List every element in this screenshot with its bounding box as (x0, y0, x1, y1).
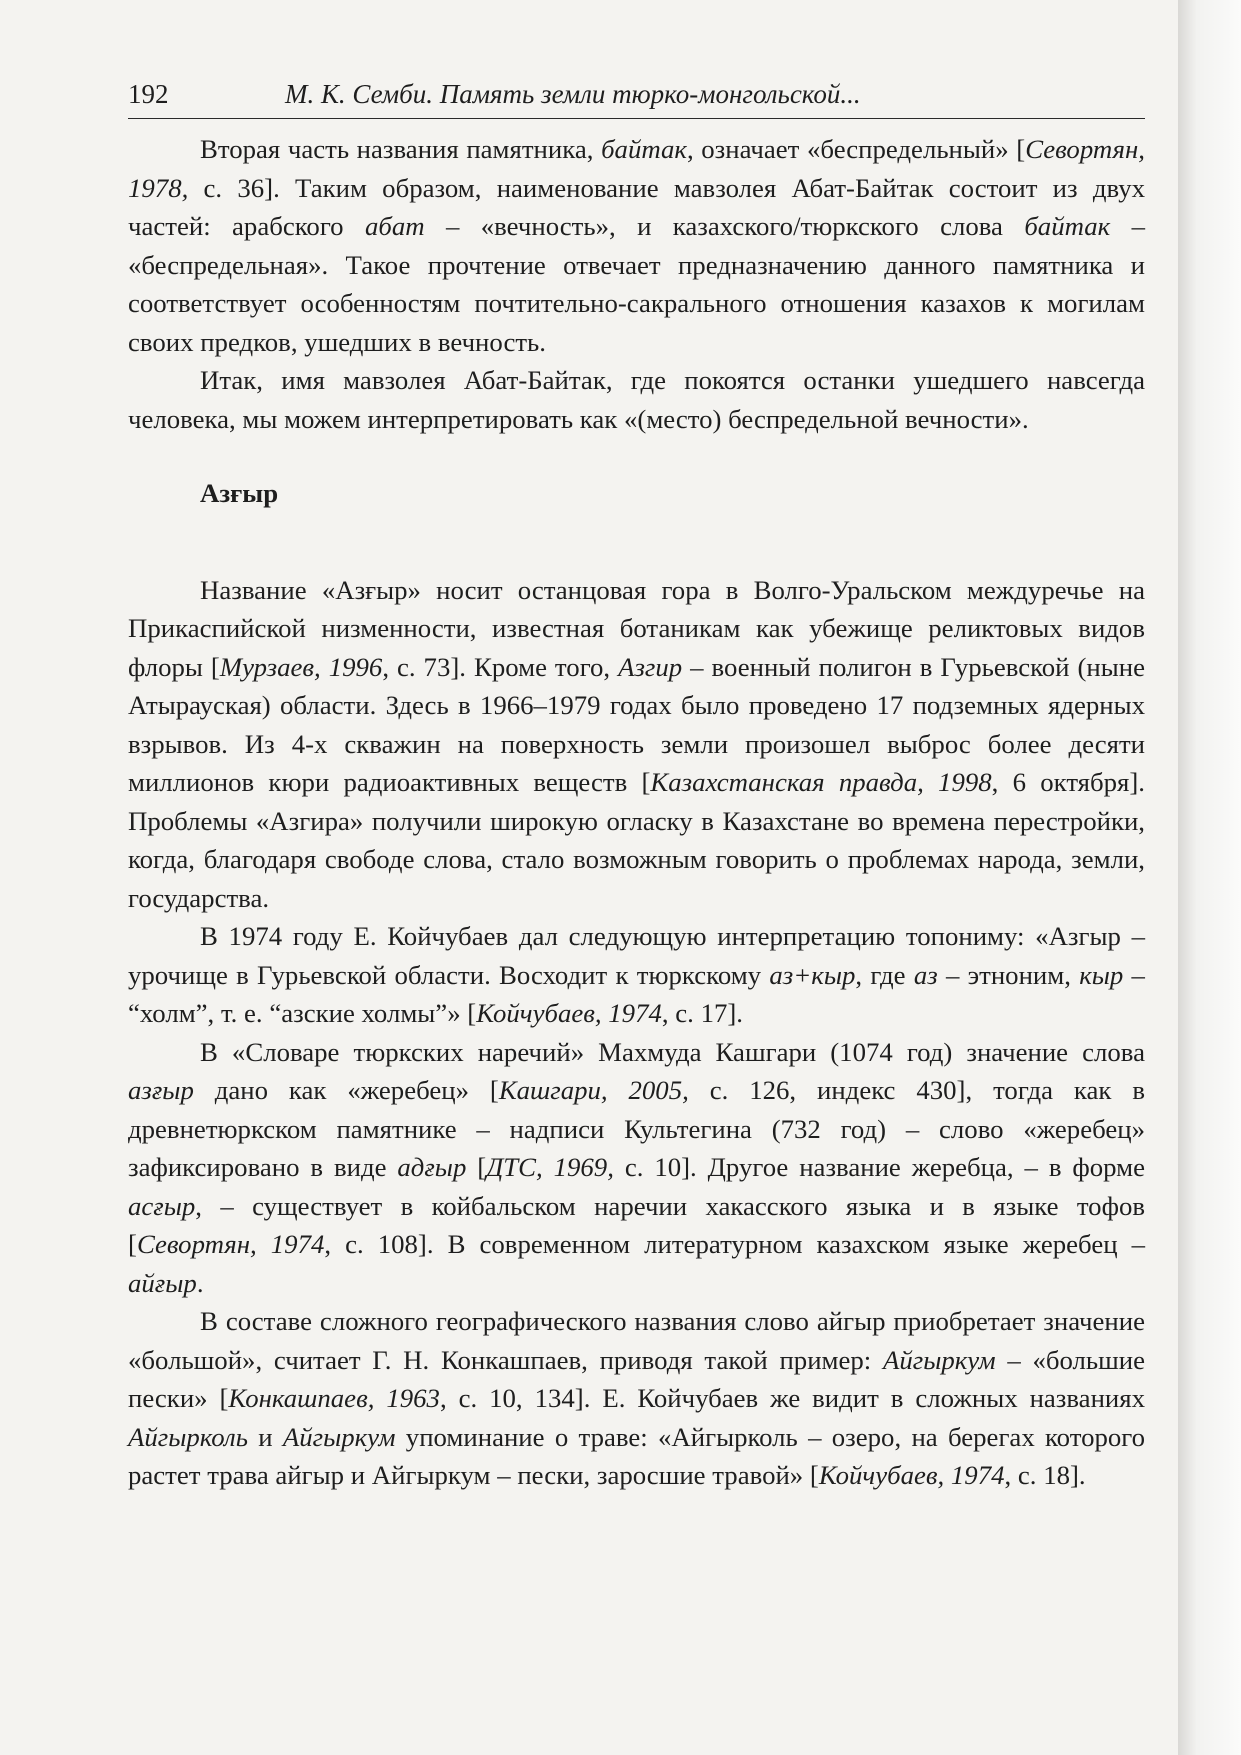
text-run: Вторая часть названия памятника, (200, 134, 602, 164)
text-run: . (196, 1267, 204, 1298)
italic-run: кыр (1079, 959, 1124, 990)
italic-run: Кашгари, 2005, (498, 1075, 689, 1105)
paragraph (128, 571, 1145, 918)
text-run: с. 36]. Таким образом, наименование мавзолея Абат-Байтак состоит из двух частей: арабского (128, 172, 1145, 241)
italic-run: ДТС, 1969, (486, 1152, 614, 1182)
text-run: – «большие пески» [ (128, 1344, 1145, 1413)
text-run: В составе сложного географического названия слово айгыр приобретает значение «большой», считает Г. Н. Конкашпаев, приводя такой пример: (128, 1306, 1145, 1375)
text-run: – «вечность», и казахского/тюркского слова (424, 211, 1025, 241)
text-run: , – существует в койбальском наречии хакасского языка и в языке тофов [ (128, 1190, 1145, 1259)
italic-run: Конкашпаев, 1963 (228, 1383, 440, 1413)
italic-run: аз (913, 959, 938, 990)
text-run: , где (855, 959, 914, 990)
body-text (128, 130, 1145, 1495)
italic-run: Севортян, 1978, (128, 134, 1145, 203)
text-run: упоминание о траве: «Айгырколь – озеро, на берегах которого растет трава айгыр и Айгыркум – пески, заросшие травой» [ (128, 1421, 1145, 1490)
text-run: В «Словаре тюркских наречий» Махмуда Кашгари (1074 год) значение слова (200, 1036, 1145, 1067)
paragraph (128, 130, 1145, 361)
italic-run: аз+кыр (769, 959, 856, 990)
text-run: [ (466, 1152, 487, 1182)
text-run: , означает «беспредельный» [ (686, 134, 1026, 164)
text-run: – «беспредельная». Такое прочтение отвечает предназначению данного памятника и соответствует особенностям почтительно-сакрального отношения казахов к могилам своих предков, ушедших в вечность. (128, 211, 1146, 357)
text-run: – военный полигон в Гурьевской (ныне Атырауская) области. Здесь в 1966–1979 годах было проведено 17 подземных ядерных взрывов. Из 4-х скважин на поверхность земли произошел выброс более десяти миллионов кюри радиоактивных веществ [ (128, 651, 1145, 797)
italic-run: Севортян, 1974 (136, 1229, 325, 1259)
text-run: , с. 18]. (1004, 1460, 1086, 1490)
italic-run: Азгир (618, 651, 683, 682)
text-run: , с. 10, 134]. Е. Койчубаев же видит в сложных названиях (439, 1383, 1145, 1413)
italic-run: Айгырколь (128, 1421, 248, 1452)
italic-run: байтак (601, 134, 687, 164)
page-edge-shadow (1178, 0, 1241, 1755)
running-header (128, 74, 1145, 119)
text-run: с. 126, индекс 430], тогда как в древнетюркском памятнике – надписи Культегина (732 год) – слово «жеребец» зафиксировано в виде (128, 1075, 1145, 1182)
text-run: В 1974 году Е. Койчубаев дал следующую интерпретацию топониму: «Азгыр – урочище в Гурьевской области. Восходит к тюркскому (128, 921, 1145, 990)
page-number: 192 (128, 79, 169, 109)
italic-run: Койчубаев, 1974 (476, 998, 662, 1028)
text-run: дано как «жеребец» [ (193, 1075, 499, 1105)
text-run: , с. 108]. В современном литературном казахском языке жеребец – (324, 1229, 1145, 1259)
paragraph (128, 1302, 1145, 1495)
text-run: , с. 17]. (661, 998, 743, 1028)
italic-run: азғыр (128, 1075, 194, 1105)
text-run: , с. 73]. Кроме того, (382, 651, 619, 682)
text-run: Итак, имя мавзолея Абат-Байтак, где покоятся останки ушедшего навсегда человека, мы можем интерпретировать как «(место) беспредельной вечности». (128, 365, 1145, 434)
italic-run: адғыр (397, 1152, 467, 1182)
text-run: и (247, 1421, 283, 1452)
paragraph (128, 917, 1145, 1033)
running-title: М. К. Семби. Память земли тюрко-монгольской... (285, 79, 861, 109)
text-run: – “холм”, т. е. “азские холмы”» [ (128, 959, 1145, 1028)
italic-run: абат (364, 211, 425, 241)
text-run: – этноним, (937, 959, 1080, 990)
section-heading: Азғыр (200, 478, 279, 508)
italic-run: Казахстанская правда, 1998 (650, 767, 992, 797)
italic-run: Айгыркум (282, 1421, 396, 1452)
paragraph (128, 361, 1145, 438)
italic-run: айғыр (128, 1267, 197, 1298)
italic-run: асғыр (128, 1190, 196, 1221)
text-run: Название «Азғыр» носит останцовая гора в Волго-Уральском междуречье на Прикаспийской низменности, известная ботаникам как убежище реликтовых видов флоры [ (128, 574, 1145, 682)
paragraph (128, 1033, 1145, 1303)
text-run: , 6 октября]. Проблемы «Азгира» получили широкую огласку в Казахстане во времена перестройки, когда, благодаря свободе слова, стало возможным говорить о проблемах народа, земли, государства. (128, 767, 1145, 913)
text-run: с. 10]. Другое название жеребца, – в форме (613, 1152, 1145, 1182)
italic-run: Мурзаев, 1996 (219, 651, 383, 682)
italic-run: Айгыркум (882, 1344, 996, 1375)
italic-run: байтак (1024, 211, 1111, 241)
italic-run: Койчубаев, 1974 (818, 1460, 1005, 1490)
